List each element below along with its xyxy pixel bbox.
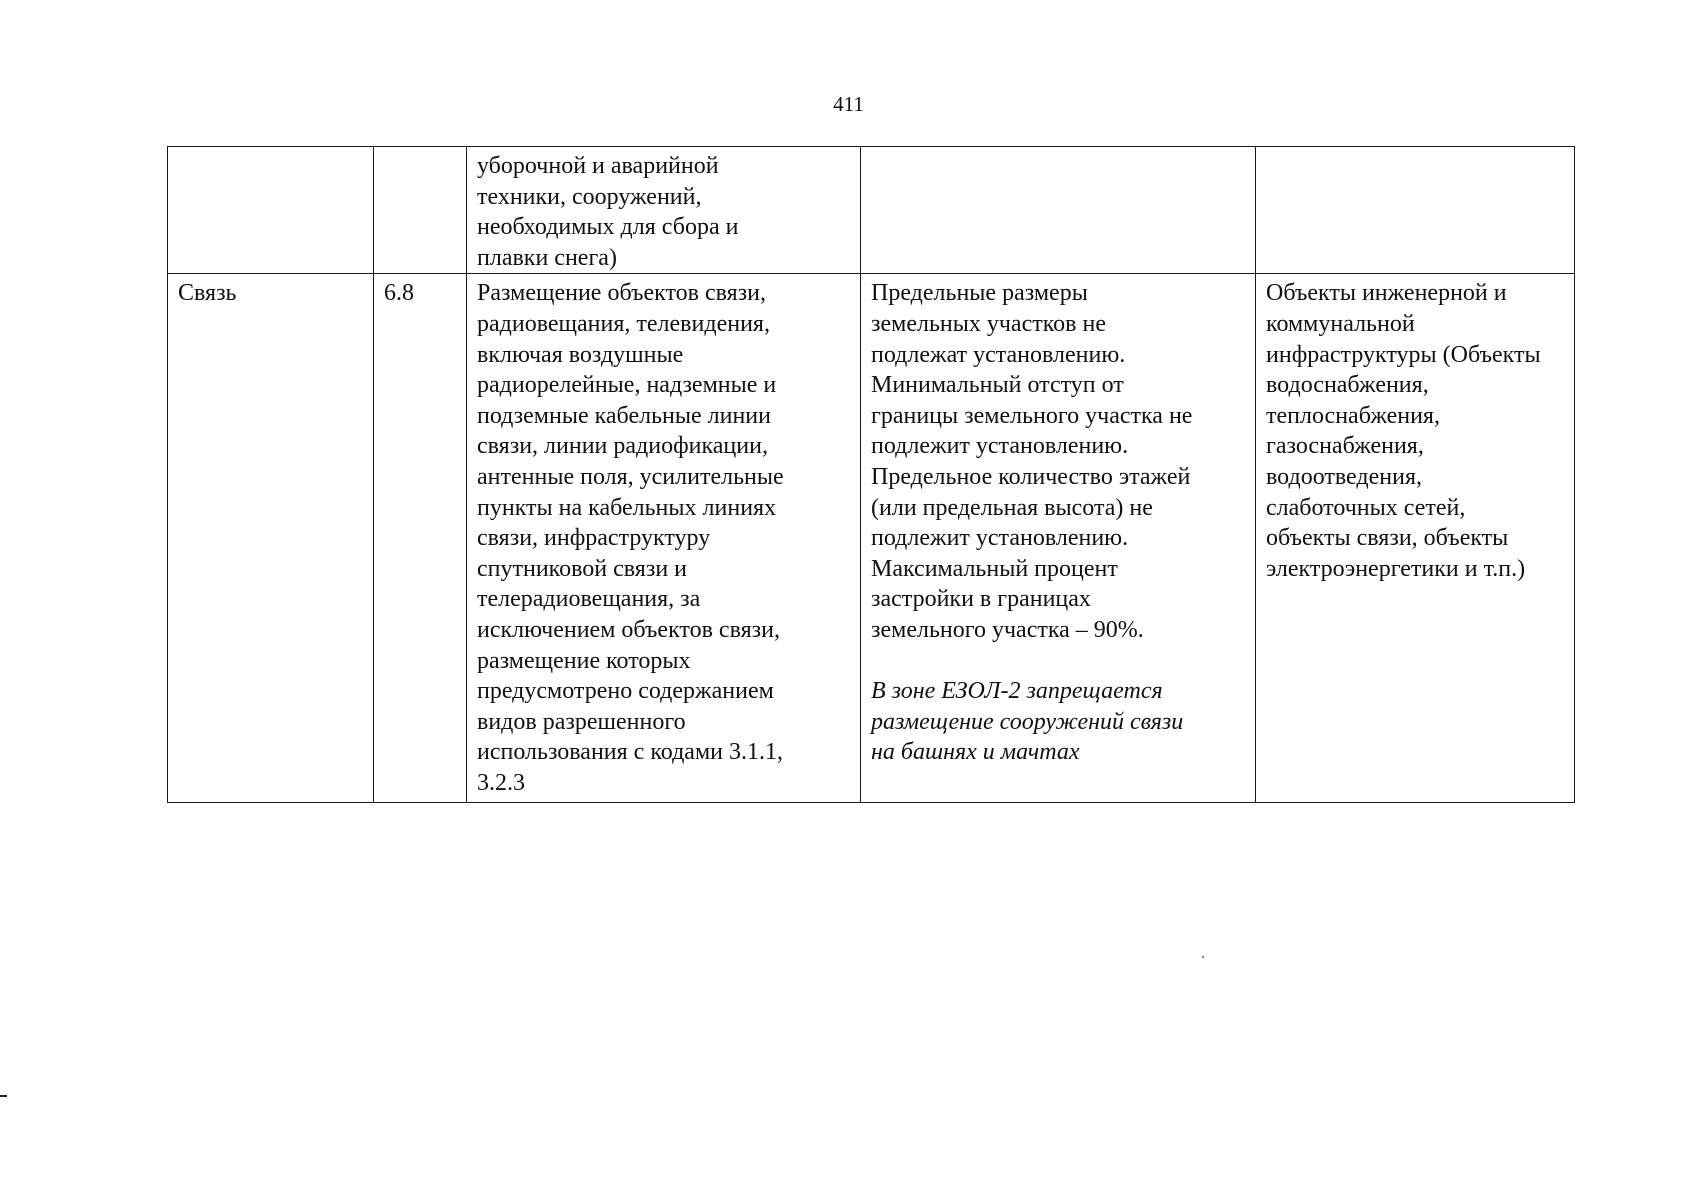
text-line: включая воздушные xyxy=(477,341,684,368)
text-line: водоснабжения, xyxy=(1266,372,1429,399)
cell-use-description xyxy=(467,274,861,803)
cell-parameters xyxy=(861,274,1256,803)
text-line: застройки в границах xyxy=(871,586,1091,613)
text-line: техники, сооружений, xyxy=(477,183,702,210)
italic-note-line: размещение сооружений связи xyxy=(871,708,1184,735)
text-line: границы земельного участка не xyxy=(871,402,1193,429)
text-line: телерадиовещания, за xyxy=(477,586,701,613)
text-line: слаботочных сетей, xyxy=(1266,494,1466,521)
text-line: связи, инфраструктуру xyxy=(477,525,711,552)
page-number: 411 xyxy=(833,92,864,116)
text-line: газоснабжения, xyxy=(1266,433,1424,460)
text-line: 3.2.3 xyxy=(477,769,525,796)
text-line: подлежит установлению. xyxy=(871,525,1129,552)
text-line: спутниковой связи и xyxy=(477,555,687,582)
cell-auxiliary-uses xyxy=(1256,147,1575,274)
text-line: Размещение объектов связи, xyxy=(477,280,767,307)
text-line: теплоснабжения, xyxy=(1266,402,1440,429)
cell-use-description xyxy=(467,147,861,274)
text-line: необходимых для сбора и xyxy=(477,214,739,241)
cell-use-code: 6.8 xyxy=(374,274,467,803)
text-line: подлежит установлению. xyxy=(871,433,1129,460)
text-line: водоотведения, xyxy=(1266,463,1422,490)
text-line: земельного участка – 90%. xyxy=(871,616,1144,643)
text-line: земельных участков не xyxy=(871,310,1106,337)
cell-use-name: Связь xyxy=(168,274,374,803)
text-line: Предельные размеры xyxy=(871,280,1088,307)
text-line: электроэнергетики и т.п.) xyxy=(1266,555,1526,582)
text-line: радиовещания, телевидения, xyxy=(477,310,770,337)
italic-note-line: на башнях и мачтах xyxy=(871,739,1080,766)
text-line: Объекты инженерной и xyxy=(1266,280,1507,307)
text-line: Максимальный процент xyxy=(871,555,1118,582)
italic-note-line: В зоне ЕЗОЛ-2 запрещается xyxy=(871,678,1163,705)
text-line: связи, линии радиофикации, xyxy=(477,433,768,460)
text-line: исключением объектов связи, xyxy=(477,616,780,643)
paragraph-gap xyxy=(871,646,1245,677)
scan-speck xyxy=(1202,956,1204,958)
text-line: коммунальной xyxy=(1266,310,1415,337)
text-line: инфраструктуры (Объекты xyxy=(1266,341,1541,368)
text-line: антенные поля, усилительные xyxy=(477,463,784,490)
text-line: использования с кодами 3.1.1, xyxy=(477,739,783,766)
table-row-continuation xyxy=(168,147,1575,274)
text-line: плавки снега) xyxy=(477,244,617,271)
text-line: видов разрешенного xyxy=(477,708,686,735)
text-line: подземные кабельные линии xyxy=(477,402,771,429)
cell-parameters xyxy=(861,147,1256,274)
text-line: подлежат установлению. xyxy=(871,341,1126,368)
cell-auxiliary-uses xyxy=(1256,274,1575,803)
text-line: объекты связи, объекты xyxy=(1266,525,1509,552)
text-line: пункты на кабельных линиях xyxy=(477,494,777,521)
table-row-communication xyxy=(168,274,1575,803)
text-line: предусмотрено содержанием xyxy=(477,678,774,705)
text-line: радиорелейные, надземные и xyxy=(477,372,777,399)
text-line: Минимальный отступ от xyxy=(871,372,1124,399)
regulations-table xyxy=(167,146,1575,803)
text-line: размещение которых xyxy=(477,647,691,674)
cell-use-code xyxy=(374,147,467,274)
text-line: Предельное количество этажей xyxy=(871,463,1191,490)
text-line: уборочной и аварийной xyxy=(477,153,719,179)
cell-use-name xyxy=(168,147,374,274)
scan-mark xyxy=(0,1095,7,1097)
text-line: (или предельная высота) не xyxy=(871,494,1153,521)
